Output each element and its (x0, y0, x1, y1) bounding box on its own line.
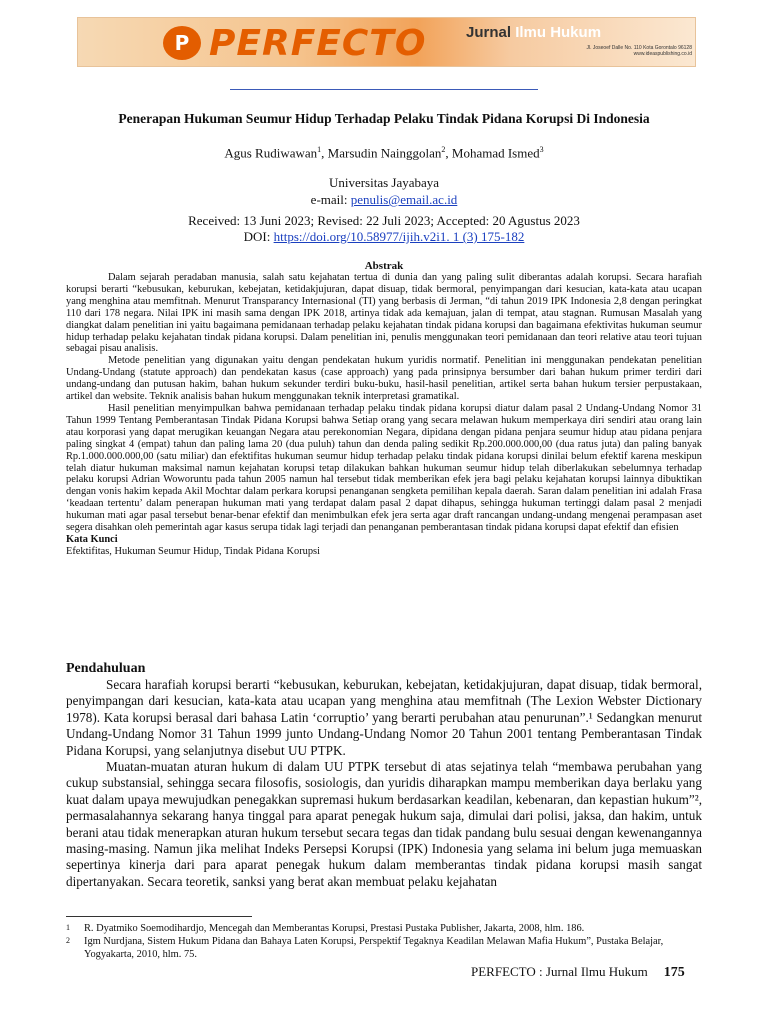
journal-address: Jl. Joseoef Dalle No. 110 Kota Gorontalo 96128 www.ideaspublishing.co.id (586, 45, 692, 57)
doi-link[interactable]: https://doi.org/10.58977/ijih.v2i1. 1 (3) 175-182 (273, 229, 525, 244)
journal-banner (77, 17, 696, 67)
footnote (66, 935, 702, 961)
abstract-paragraph: Metode penelitian yang digunakan yaitu dengan pendekatan hukum yuridis normatif. Penelitian ini menggunakan pendekatan penelitian Undang-Undang (statute approach) dan pendekatan kasus (case approach) yang pada prinsipnya bersumber dari bahan hukum primer terdiri dari undang-undang dan putusan hakim, bahan hukum sekunder terdiri buku-buku, hasil-hasil penelitian, artikel serta bahan hukum tersier perpustakaan, artikel dan website. Teknik analisis bahan hukum menggunakan teknik interpretasi gramatikal. (66, 355, 702, 403)
author-name: Marsudin Nainggolan (327, 145, 442, 161)
email-link[interactable]: penulis@email.ac.id (350, 192, 458, 207)
author-sup: 1 (317, 145, 322, 154)
journal-logo-icon: P (163, 26, 201, 60)
journal-name-block (464, 24, 694, 61)
header-rule (230, 89, 538, 90)
footnote (66, 922, 702, 935)
author-name: Agus Rudiwawan (224, 145, 318, 161)
page-footer (471, 964, 685, 981)
article-title: Penerapan Hukuman Seumur Hidup Terhadap Pelaku Tindak Pidana Korupsi Di Indonesia (118, 111, 650, 126)
page-number: 175 (663, 965, 685, 980)
email-line (40, 192, 728, 208)
body-text (66, 677, 702, 890)
footnote-number: 2 (66, 936, 70, 945)
footnote-rule (66, 916, 252, 917)
section-heading: Pendahuluan (66, 661, 146, 676)
author-list: Agus Rudiwawan$^1$, Marsudin Nainggolan$^2$, Mohamad Ismed$^3$ (224, 145, 544, 161)
abstract-paragraph: Dalam sejarah peradaban manusia, salah satu kejahatan tertua di dunia dan yang paling sulit diberantas adalah korupsi. Secara harafiah korupsi berarti “kebusukan, keburukan, kebejatan, ketidakjujuran, dapat disuap, tidak bermoral, penyimpangan dari kesucian, kata-kata atau ucapan yang menghina atau memfitnah. Menurut Transparancy Internasional (TI) yang berbasis di Jerman, “di tahun 2019 IPK Indonesia 2,8 dengan peringkat 110 dari 178 negara. Nilai IPK ini masih sama dengan IPK 2018, artinya tidak ada kemajuan, jalan di tempat, atau stagnan. Rumusan Masalah yang diangkat dalam penelitian ini yaitu bagaimana pemidanaan terhadap pelaku kejahatan tindak pidana korupsi dan bagaimana efektivitas hukuman seumur hidup terhadap pelaku kejahatan tindak pidana korupsi. Dalam penelitian ini, penulis menggunakan teori pemidanaan dan teori relative atau teori tujuan sebagai pisau analisis. (66, 272, 702, 355)
article-dates: Received: 13 Juni 2023; Revised: 22 Juli 2023; Accepted: 20 Agustus 2023 (188, 213, 580, 228)
author-name: Mohamad Ismed (451, 145, 540, 161)
abstract (66, 272, 702, 558)
journal-name-part1: Jurnal (466, 24, 516, 41)
footnote-text: R. Dyatmiko Soemodihardjo, Mencegah dan Memberantas Korupsi, Prestasi Pustaka Publisher, Jakarta, 2008, hlm. 186. (84, 923, 585, 934)
doi-line (40, 229, 728, 245)
journal-name (466, 24, 601, 41)
body-paragraph: Secara harafiah korupsi berarti “kebusukan, keburukan, kebejatan, ketidakjujuran, dapat disuap, tidak bermoral, penyimpangan dari kesucian, kata-kata atau ucapan yang menghina atau memfitnah (The Lexion Webster Dictionary 1978). Kata korupsi berasal dari bahasa Latin ‘corruptio’ yang berarti perubahan atau penurunan”.¹ Sedangkan menurut Undang-Undang Nomor 31 Tahun 1999 junto Undang-Undang Nomor 20 Tahun 2001 tentang Pemberantasan Tindak Pidana Korupsi, yang selanjutnya disebut UU PTPK. (66, 677, 702, 758)
keywords-heading: Kata Kunci (66, 533, 118, 545)
abstract-paragraph: Hasil penelitian menyimpulkan bahwa pemidanaan terhadap pelaku tindak pidana korupsi diatur dalam pasal 2 Undang-Undang Nomor 31 Tahun 1999 Tentang Pemberantasan Tindak Pidana Korupsi bahwa Setiap orang yang secara melawan hukum memperkaya diri sendiri atau orang lain atau korporasi yang dapat merugikan keuangan Negara atau perekonomian Negara, dipidana dengan pidana penjara seumur hidup atau pidana penjara paling singkat 4 (empat) tahun dan paling lama 20 (dua puluh) tahun dan denda paling sedikit Rp.200.000.000,00 (dua ratus juta) dan paling banyak Rp.1.000.000.000,00 (satu miliar) dan efektifitas hukuman seumur hidup terhadap pelaku tindak pidana korupsi dinilai belum efektif karena meskipun telah diatur hukuman maksimal namun kejahatan korupsi tetap dilakukan bahkan hukuman seumur hidup telah diberlakukan sebelumnya terhadap pelaku korupsi Adrian Woworuntu pada tahun 2005 namun hal tersebut tidak memberikan efek jera bagi pelaku kejahatan korupsi lainnya dibuktikan dengan vonis hakim kepada Akil Mochtar dalam perkara korupsi penanganan sengketa pemilihan kepala daerah. Saran dalam penelitian ini adalah Frasa ‘keadaan tertentu’ dalam penerapan hukuman mati yang terdapat dalam pasal 2 dapat dihapus, sehingga hukuman tertinggi dalam pasal 2 menjadi hukuman mati agar pasal tersebut benar-benar efektif dan menimbulkan efek jera serta agar draft rancangan undang-undang mengenai perampasan aset segera disahkan oleh pemerintah agar kasus serupa tidak lagi terjadi dan penanganan pemberantasan tindak pidana korupsi dapat efektif dan efisien (66, 402, 702, 534)
author-sup: 3 (539, 145, 544, 154)
footer-journal: PERFECTO : Jurnal Ilmu Hukum (471, 964, 648, 979)
keywords: Efektifitas, Hukuman Seumur Hidup, Tindak Pidana Korupsi (66, 545, 320, 557)
doi-label: DOI: (243, 229, 274, 244)
affiliation: Universitas Jayabaya (328, 175, 440, 190)
abstract-heading: Abstrak (364, 260, 404, 272)
footnote-text: Igm Nurdjana, Sistem Hukum Pidana dan Bahaya Laten Korupsi, Perspektif Tegaknya Keadilan Melawan Mafia Hukum”, Pustaka Belajar, Yogyakarta, 2010, hlm. 75. (84, 936, 664, 960)
journal-brand: PERFECTO (209, 23, 427, 64)
author-sup: 2 (441, 145, 446, 154)
body-paragraph: Muatan-muatan aturan hukum di dalam UU PTPK tersebut di atas sejatinya telah “membawa perubahan yang cukup substansial, sehingga secara filosofis, sosiologis, dan yuridis diharapkan mampu memberikan daya berlaku yang kuat dalam upaya mewujudkan penegakkan supremasi hukum berdasarkan keadilan, kebenaran, dan kepastian hukum”², permasalahannya sekarang hanya tinggal para aparat penegak hukum saja, dimulai dari polisi, jaksa, dan hakim, untuk berani atau tidak menerapkan aturan hukum tersebut secara tegas dan tidak pandang bulu sesuai dengan kewenangannya masing-masing. Namun jika melihat Indeks Persepsi Korupsi (IPK) Indonesia yang selama ini belum juga memuaskan sepertinya kinerja dari para aparat penegak hukum dalam memberantas tindak pidana korupsi masih sangat dipertanyakan. Secara teoretik, sanksi yang berat akan membuat pelaku kejahatan (66, 759, 702, 889)
email-label: e-mail: (310, 192, 351, 207)
journal-name-part2: Ilmu Hukum (515, 24, 602, 41)
footnote-number: 1 (66, 923, 70, 932)
footnotes (66, 922, 702, 961)
